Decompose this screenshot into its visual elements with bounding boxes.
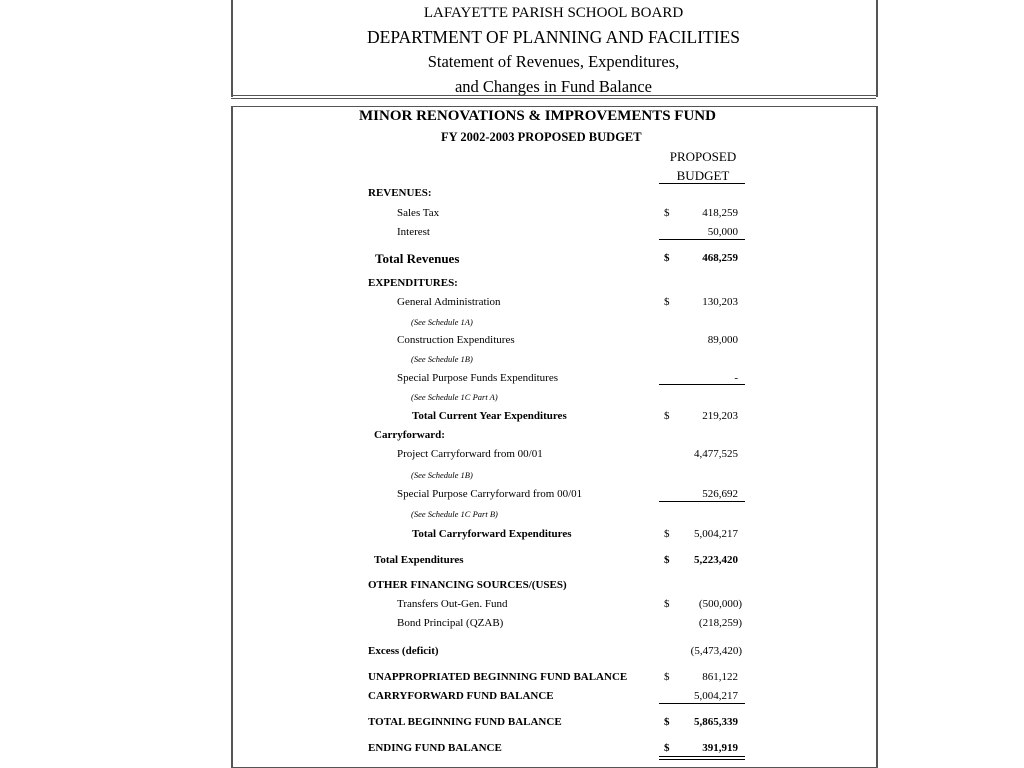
total-expenditures-value: 5,223,420 xyxy=(694,554,738,566)
revenues-heading: REVENUES: xyxy=(368,187,432,199)
project-carryforward-note: (See Schedule 1B) xyxy=(411,470,473,480)
fund-title: MINOR RENOVATIONS & IMPROVEMENTS FUND xyxy=(359,108,716,124)
total-carryforward-value: 5,004,217 xyxy=(694,528,738,540)
header-line-4: and Changes in Fund Balance xyxy=(454,77,653,96)
header-line-3: Statement of Revenues, Expenditures, xyxy=(427,52,680,71)
transfers-value: (500,000) xyxy=(698,598,742,610)
header-rule-bottom xyxy=(231,98,876,99)
sales-tax-value: 418,259 xyxy=(702,207,738,219)
total-revenues-value: 468,259 xyxy=(702,252,738,264)
unappropriated-label: UNAPPROPRIATED BEGINNING FUND BALANCE xyxy=(368,671,628,683)
total-current-label: Total Current Year Expenditures xyxy=(412,410,567,422)
special-purpose-note: (See Schedule 1C Part A) xyxy=(411,392,498,402)
carryforward-balance-underline xyxy=(659,703,745,704)
excess-label: Excess (deficit) xyxy=(368,645,439,657)
total-beginning-value: 5,865,339 xyxy=(694,716,738,728)
expenditures-heading: EXPENDITURES: xyxy=(368,277,458,289)
general-admin-note: (See Schedule 1A) xyxy=(411,317,473,327)
special-purpose-value: - xyxy=(734,372,738,384)
interest-underline xyxy=(659,239,745,240)
ending-balance-label: ENDING FUND BALANCE xyxy=(368,742,502,754)
column-header-line-1: PROPOSED xyxy=(669,149,737,164)
construction-value: 89,000 xyxy=(707,334,738,346)
carryforward-balance-label: CARRYFORWARD FUND BALANCE xyxy=(368,690,554,702)
construction-label: Construction Expenditures xyxy=(397,334,515,346)
interest-value: 50,000 xyxy=(707,226,738,238)
total-current-value: 219,203 xyxy=(702,410,738,422)
ending-double-underline-2 xyxy=(659,759,745,760)
special-purpose-underline xyxy=(659,384,745,385)
special-carryforward-label: Special Purpose Carryforward from 00/01 xyxy=(397,488,583,500)
bond-value: (218,259) xyxy=(698,617,742,629)
project-carryforward-value: 4,477,525 xyxy=(694,448,738,460)
total-beginning-label: TOTAL BEGINNING FUND BALANCE xyxy=(368,716,562,728)
unappropriated-dollar: $ xyxy=(664,671,670,683)
sales-tax-dollar: $ xyxy=(664,207,670,219)
carryforward-heading: Carryforward: xyxy=(374,429,445,441)
ending-double-underline-1 xyxy=(659,756,745,757)
excess-value: (5,473,420) xyxy=(690,645,742,657)
total-expenditures-dollar: $ xyxy=(664,554,670,566)
total-carryforward-dollar: $ xyxy=(664,528,670,540)
header-line-1: LAFAYETTE PARISH SCHOOL BOARD xyxy=(423,5,684,21)
ending-balance-value: 391,919 xyxy=(702,742,738,754)
special-carryforward-underline xyxy=(659,501,745,502)
construction-note: (See Schedule 1B) xyxy=(411,354,473,364)
column-header-line-2: BUDGET xyxy=(676,168,730,183)
total-current-dollar: $ xyxy=(664,410,670,422)
sales-tax-label: Sales Tax xyxy=(397,207,440,219)
header-line-2: DEPARTMENT OF PLANNING AND FACILITIES xyxy=(367,27,740,47)
transfers-label: Transfers Out-Gen. Fund xyxy=(397,598,508,610)
fy-title: FY 2002-2003 PROPOSED BUDGET xyxy=(441,130,642,144)
special-carryforward-note: (See Schedule 1C Part B) xyxy=(411,509,498,519)
total-revenues-dollar: $ xyxy=(664,252,670,264)
transfers-dollar: $ xyxy=(664,598,670,610)
special-purpose-label: Special Purpose Funds Expenditures xyxy=(397,372,559,384)
column-header-underline xyxy=(659,183,745,184)
general-admin-label: General Administration xyxy=(397,296,501,308)
total-carryforward-label: Total Carryforward Expenditures xyxy=(412,528,572,540)
ending-balance-dollar: $ xyxy=(664,742,670,754)
general-admin-value: 130,203 xyxy=(702,296,738,308)
interest-label: Interest xyxy=(397,226,430,238)
carryforward-balance-value: 5,004,217 xyxy=(694,690,738,702)
total-expenditures-label: Total Expenditures xyxy=(374,554,464,566)
total-beginning-dollar: $ xyxy=(664,716,670,728)
total-revenues-label: Total Revenues xyxy=(375,251,460,266)
project-carryforward-label: Project Carryforward from 00/01 xyxy=(397,448,543,460)
other-financing-heading: OTHER FINANCING SOURCES/(USES) xyxy=(368,579,567,591)
unappropriated-value: 861,122 xyxy=(702,671,738,683)
general-admin-dollar: $ xyxy=(664,296,670,308)
bond-label: Bond Principal (QZAB) xyxy=(397,617,504,629)
special-carryforward-value: 526,692 xyxy=(702,488,738,500)
statement-box xyxy=(231,106,878,768)
